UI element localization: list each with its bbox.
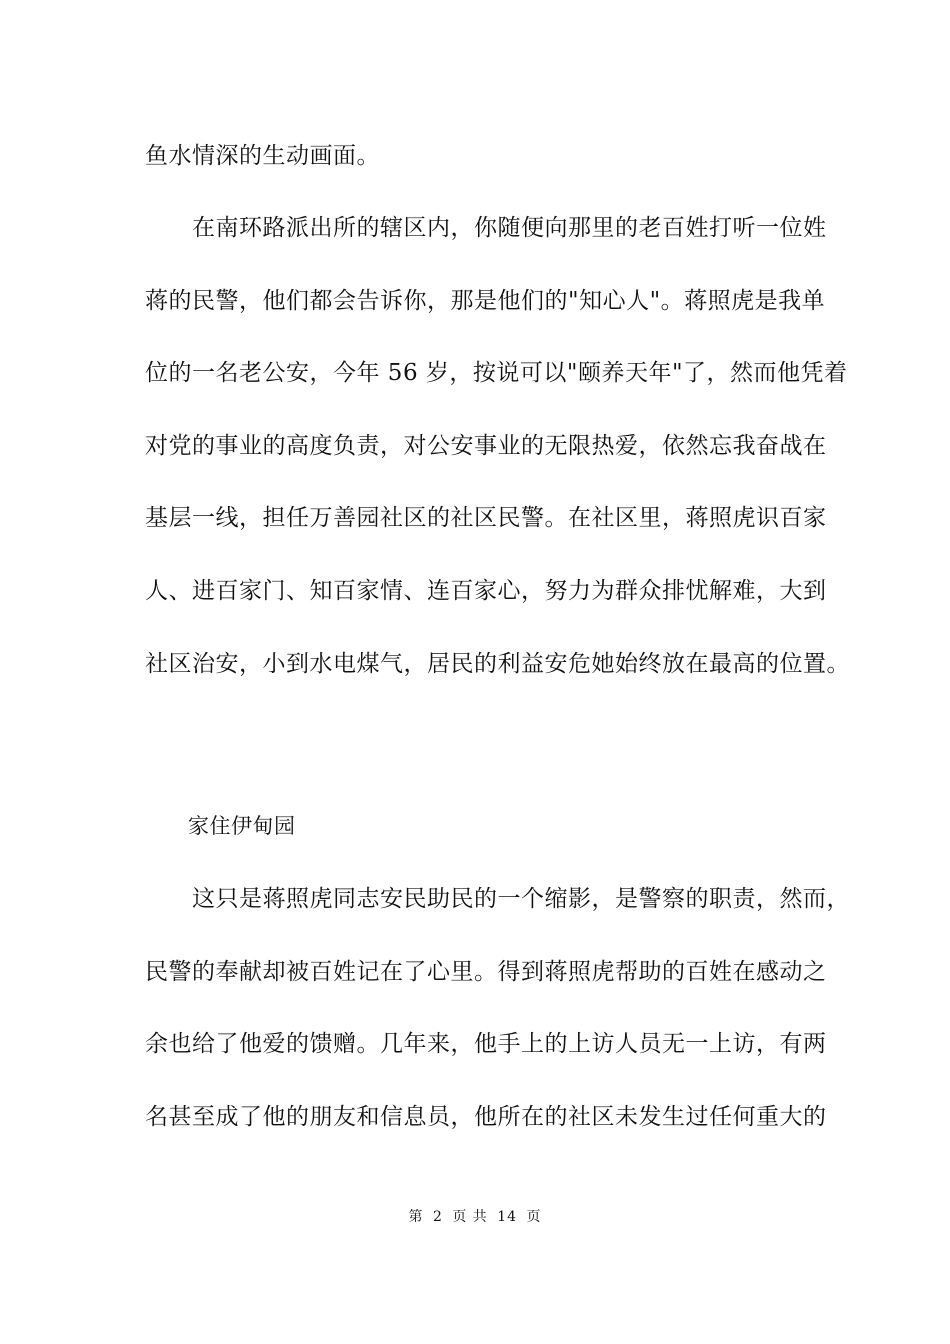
footer-middle: 页 共 bbox=[452, 1209, 488, 1225]
text-line-9: 这只是蒋照虎同志安民助民的一个缩影，是警察的职责，然而， bbox=[145, 886, 850, 912]
text-line-4: 位的一名老公安，今年 56 岁，按说可以"颐养天年"了，然而他凭着 bbox=[145, 360, 848, 386]
text-line-3: 蒋的民警，他们都会告诉你，那是他们的"知心人"。蒋照虎是我单 bbox=[145, 288, 826, 314]
text-line-11: 余也给了他爱的馈赠。几年来，他手上的上访人员无一上访，有两 bbox=[145, 1031, 827, 1057]
text-line-10: 民警的奉献却被百姓记在了心里。得到蒋照虎帮助的百姓在感动之 bbox=[145, 959, 827, 985]
footer-current-page: 2 bbox=[432, 1209, 443, 1225]
footer-total-pages: 14 bbox=[497, 1209, 518, 1225]
footer-prefix: 第 bbox=[408, 1209, 424, 1225]
footer-suffix: 页 bbox=[526, 1209, 542, 1225]
text-line-1: 鱼水情深的生动画面。 bbox=[145, 143, 380, 169]
page-footer bbox=[0, 1208, 950, 1226]
text-line-2: 在南环路派出所的辖区内，你随便向那里的老百姓打听一位姓 bbox=[145, 215, 827, 241]
text-line-8: 社区治安，小到水电煤气，居民的利益安危她始终放在最高的位置。 bbox=[145, 651, 850, 677]
text-line-5: 对党的事业的高度负责，对公安事业的无限热爱，依然忘我奋战在 bbox=[145, 433, 827, 459]
section-heading: 家住伊甸园 bbox=[145, 814, 296, 838]
text-line-7: 人、进百家门、知百家情、连百家心，努力为群众排忧解难，大到 bbox=[145, 578, 827, 604]
text-line-6: 基层一线，担任万善园社区的社区民警。在社区里，蒋照虎识百家 bbox=[145, 505, 827, 531]
text-line-12: 名甚至成了他的朋友和信息员，他所在的社区未发生过任何重大的 bbox=[145, 1104, 827, 1130]
